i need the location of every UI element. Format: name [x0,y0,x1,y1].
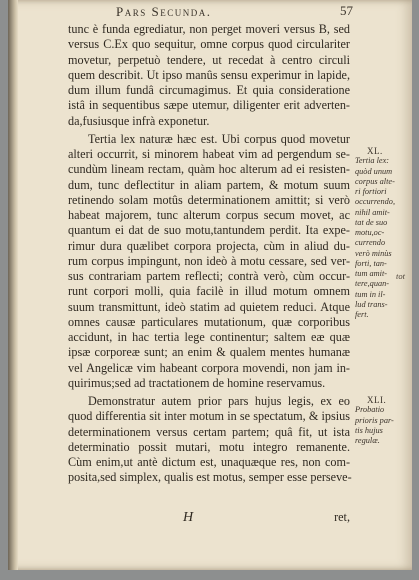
page-number: 57 [340,3,353,18]
text-line: habeat majorem, tunc alterum corpus secum movet, ac [68,208,350,222]
main-text [68,22,350,486]
margin-note-line: Probatio [355,405,385,415]
running-head: Pars Secunda. [116,4,212,19]
margin-note-line: regulæ. [355,436,380,445]
text-line: cundùm lineam rectam, quàm hoc alterum ad ei resisten- [68,162,350,177]
text-line: quirimus;sed ad tractationem de homine reservamus. [68,375,326,390]
margin-note-line: quòd unum [355,166,393,176]
text-line: da,fusiusque infrà exponetur. [68,113,210,128]
text-line: retinendo solam motûs determinationem amittit; si verò [68,192,350,207]
margin-note-line: tum in il- [355,289,386,299]
text-line: vel Angelicæ vim habeant corpora movendi, non jam in- [68,360,350,375]
text-line: Demonstratur autem prior pars hujus legis, ex eo [88,394,350,408]
margin-note-line: Tertia lex: [355,156,390,166]
text-line: dum, tunc deflectitur in aliam partem, & motum suum [68,177,350,192]
margin-note-line: verò minùs [355,248,392,258]
margin-note-heading: XLI. [367,395,387,405]
margin-note-line: tat de suo [355,217,388,227]
margin-note-line: nihil amit- [355,207,390,217]
margin-note-heading: XL. [367,146,383,156]
margin-note-line: motu,oc- [355,228,385,237]
text-line: runt corpori molli, quia facilè in illud motum omnem [68,284,350,299]
text-line: omnes causæ particulares mutationum, quæ corporibus [68,314,350,329]
text-line: istâ in sequentibus sæpe utemur, diligenter erit adverten- [68,98,350,113]
text-line: quod differentia sit inter motum in se spectatum, & ipsius [68,409,350,424]
margin-note-line: tis hujus [355,425,383,435]
margin-note-line: lud trans- [355,299,388,309]
text-line: quem describit. Ut ipso manûs sensu experimur in lapide, [68,67,350,82]
margin-note-line: tum amit- [355,269,388,278]
margin-note-line: ri fortiori [355,187,387,196]
margin-note-line: occurrendo, [355,197,396,207]
text-line: Tertia lex naturæ hæc est. Ubi corpus quod movetur [88,131,350,146]
text-line: dum illum fundâ circumagimus. Et quia consideratione [68,83,350,97]
margin-note-xli [355,395,405,446]
text-line: determinationem versus certam partem; quâ fit, ut ista [68,424,350,439]
margin-note-xl [355,146,405,320]
page-gutter [8,0,18,570]
text-line: tunc è funda egrediatur, non perget moveri versus B, sed [68,22,350,36]
bleed-through-text: tot [396,271,405,281]
text-line: determinatio possit mutari, motu integro remanente. [68,439,350,454]
text-line: rimur dura quælibet corpora projecta, cùm in aliud du- [68,238,350,253]
text-line: sus contrariam partem reflecti; contrà verò, cùm occur- [68,269,350,283]
signature-mark: H [183,510,194,525]
text-line: quantum ei dat de suo motu,tantundem perdit. Ita expe- [68,223,350,238]
text-line: posita,sed simplex, qualis est motus, semper esse perseve- [68,470,352,485]
text-line: accidunt, in hac tertia lege continentur; saltem eæ quæ [68,330,350,344]
text-line: versus C.Ex quo sequitur, omne corpus quod circulariter [68,37,350,52]
margin-note-line: fert. [355,310,369,319]
text-line: movetur, perpetuò tendere, ut recedat à centro circuli [68,52,350,67]
margin-note-line: prioris par- [355,415,394,425]
text-line: alteri occurrit, si minorem habeat vim ad pergendum se- [68,147,350,161]
margin-note-line: currendo [355,238,386,248]
margin-note-line: corpus alte- [355,176,395,186]
margin-note-line: forti, tan- [355,258,387,268]
margin-note-line: tere,quan- [355,279,390,289]
text-line: rum corpus impingunt, non ideò à motu cessare, sed ver- [68,253,350,268]
book-page [8,0,412,570]
text-line: ipsæ corporeæ sunt; an enim & qualem mentes humanæ [68,345,350,360]
catchword: ret, [334,510,350,524]
text-line: Cùm enim,ut antè dictum est, unaquæque res, non com- [68,455,350,469]
text-line: suum transmittunt, ideò statim ad quietem reduci. Atque [68,299,350,314]
